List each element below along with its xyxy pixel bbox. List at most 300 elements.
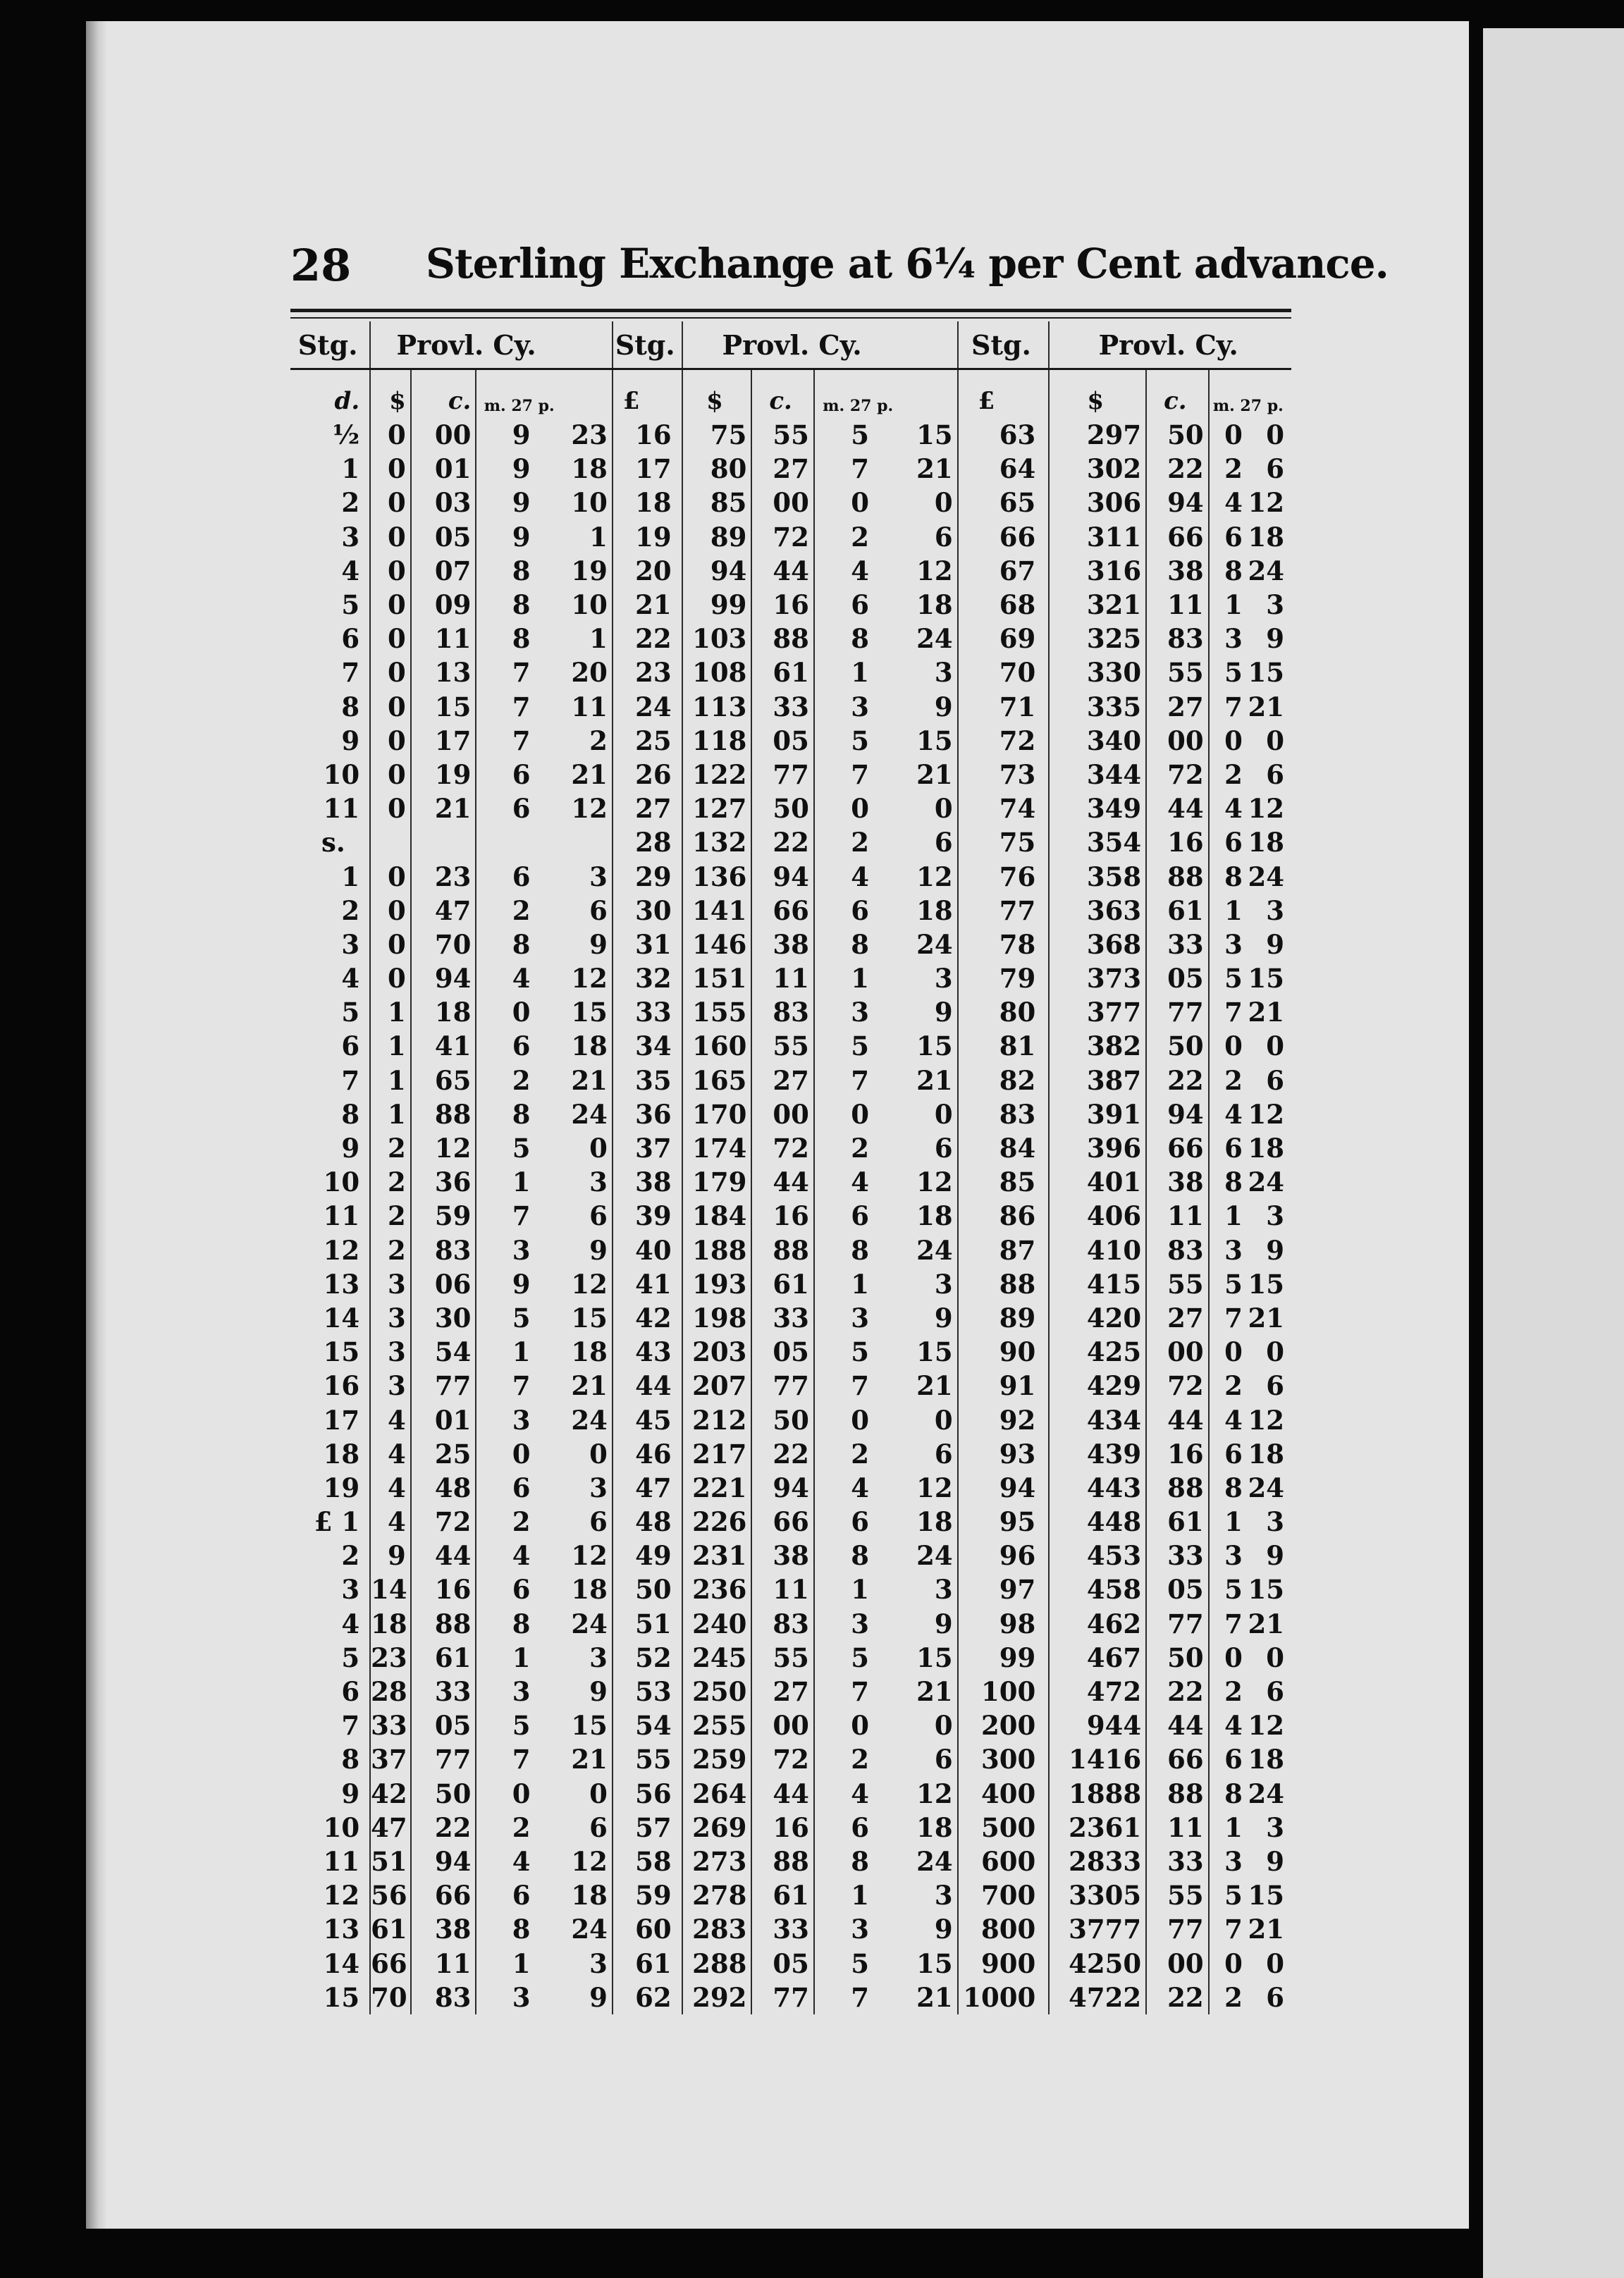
table-row [290, 1878, 1291, 1912]
cell-1-p: 0 [566, 1131, 613, 1165]
cell-3-m: 3 [1224, 1540, 1243, 1572]
cell-2-p: 3 [906, 655, 958, 689]
cell-2-p: 0 [906, 792, 958, 825]
cell-1-cent: 47 [411, 894, 476, 928]
table-row [290, 690, 1291, 724]
cell-3-cent: 88 [1146, 1777, 1208, 1811]
cell-2-stg: 21 [613, 588, 682, 622]
cell-2-m: 8 [851, 1845, 870, 1877]
cell-2-cent: 11 [751, 1572, 813, 1606]
cell-3-dollar: 406 [1049, 1199, 1146, 1233]
cell-2-cent: 83 [751, 995, 813, 1029]
table-row [290, 1946, 1291, 1980]
cell-1-dollar: 42 [370, 1777, 411, 1811]
cell-3-m: 2 [1224, 1981, 1243, 2013]
cell-2-stg: 28 [613, 825, 682, 859]
cell-1-cent: 09 [411, 588, 476, 622]
cell-1-stg: 9 [290, 1777, 370, 1811]
cell-3-m: 2 [1224, 453, 1243, 485]
cell-1-p: 21 [566, 1369, 613, 1403]
cell-2-dollar: 226 [682, 1505, 752, 1539]
cell-3-m: 6 [1224, 1438, 1243, 1470]
cell-2-p: 3 [906, 1572, 958, 1606]
cell-2-cent: 44 [751, 554, 813, 588]
cell-2-dollar: 269 [682, 1811, 752, 1845]
cell-3-cent: 11 [1146, 1811, 1208, 1845]
cell-1-cent: 00 [411, 418, 476, 452]
cell-1-dollar: 14 [370, 1572, 411, 1606]
cell-2-dollar: 118 [682, 724, 752, 758]
exchange-table [290, 321, 1291, 2014]
cell-3-dollar: 344 [1049, 758, 1146, 792]
cell-1-dollar: 0 [370, 894, 411, 928]
cell-1-m: 8 [512, 1914, 531, 1945]
cell-1-stg: 16 [290, 1369, 370, 1403]
cell-3-dollar: 306 [1049, 486, 1146, 519]
table-row [290, 1165, 1291, 1199]
cell-1-m: 1 [512, 1166, 531, 1198]
cell-2-cent: 55 [751, 418, 813, 452]
cell-3-stg: 96 [958, 1539, 1050, 1572]
cell-3-dollar: 1416 [1049, 1742, 1146, 1776]
cell-2-m: 2 [851, 1133, 870, 1164]
cell-2-dollar: 146 [682, 928, 752, 961]
cell-1-m: 8 [512, 1098, 531, 1130]
cell-2-dollar: 217 [682, 1437, 752, 1471]
cell-1-m: 0 [512, 997, 531, 1028]
table-row [290, 1131, 1291, 1165]
cell-2-stg: 54 [613, 1708, 682, 1742]
cell-1-stg: £ 1 [290, 1505, 370, 1539]
cell-1-stg: 8 [290, 1097, 370, 1131]
cell-1-m: 7 [512, 691, 531, 722]
cell-2-dollar: 89 [682, 520, 752, 554]
cell-3-m27p [1209, 1335, 1291, 1369]
table-row [290, 1471, 1291, 1505]
cell-1-p: 20 [566, 655, 613, 689]
cell-2-m: 3 [851, 1608, 870, 1639]
cell-1-cent [411, 825, 476, 859]
cell-3-dollar: 462 [1049, 1607, 1146, 1641]
cell-3-stg: 66 [958, 520, 1050, 554]
cell-2-cent: 22 [751, 825, 813, 859]
cell-3-dollar: 472 [1049, 1675, 1146, 1708]
cell-3-stg: 69 [958, 622, 1050, 655]
cell-3-m: 6 [1224, 521, 1243, 553]
cell-1-stg: 17 [290, 1403, 370, 1436]
cell-3-m: 4 [1224, 1098, 1243, 1130]
cell-3-cent: 50 [1146, 1029, 1208, 1063]
cell-2-cent: 66 [751, 1505, 813, 1539]
cell-2-dollar: 122 [682, 758, 752, 792]
cell-1-m: 2 [512, 1811, 531, 1843]
cell-3-cent: 72 [1146, 1369, 1208, 1403]
cell-1-m: 3 [512, 1404, 531, 1436]
cell-1-p: 10 [566, 486, 613, 519]
cell-1-p: 1 [566, 622, 613, 655]
cell-1-stg: 7 [290, 655, 370, 689]
cell-2-stg: 60 [613, 1912, 682, 1946]
cell-2-cent: 11 [751, 961, 813, 995]
cell-1-p: 0 [566, 1777, 613, 1811]
cell-2-cent: 50 [751, 792, 813, 825]
unit-cent-1: c. [411, 369, 476, 419]
cell-3-stg: 79 [958, 961, 1050, 995]
table-row [290, 1845, 1291, 1878]
cell-3-stg: 78 [958, 928, 1050, 961]
cell-3-dollar: 391 [1049, 1097, 1146, 1131]
cell-1-cent: 72 [411, 1505, 476, 1539]
cell-2-p: 9 [906, 690, 958, 724]
cell-3-dollar: 368 [1049, 928, 1146, 961]
cell-3-p: 9 [1266, 1234, 1284, 1266]
cell-1-dollar: 4 [370, 1437, 411, 1471]
table-row [290, 758, 1291, 792]
cell-1-p: 21 [566, 758, 613, 792]
cell-1-p: 24 [566, 1097, 613, 1131]
cell-2-p: 18 [906, 1199, 958, 1233]
cell-3-p: 12 [1248, 1098, 1284, 1130]
cell-2-cent: 55 [751, 1029, 813, 1063]
cell-1-stg: 12 [290, 1233, 370, 1267]
cell-2-dollar: 108 [682, 655, 752, 689]
cell-2-p: 21 [906, 758, 958, 792]
cell-1-stg: 11 [290, 792, 370, 825]
cell-1-m: 4 [512, 963, 531, 995]
cell-3-dollar: 335 [1049, 690, 1146, 724]
cell-2-stg: 35 [613, 1064, 682, 1097]
cell-2-stg: 31 [613, 928, 682, 961]
cell-1-cent: 65 [411, 1064, 476, 1097]
cell-3-p: 12 [1248, 1404, 1284, 1436]
cell-2-m: 2 [851, 521, 870, 553]
cell-1-p: 11 [566, 690, 613, 724]
cell-1-cent: 77 [411, 1369, 476, 1403]
cell-1-dollar: 3 [370, 1335, 411, 1369]
cell-1-m: 1 [512, 1336, 531, 1368]
cell-2-p: 24 [906, 622, 958, 655]
cell-2-cent: 44 [751, 1777, 813, 1811]
cell-1-cent: 94 [411, 961, 476, 995]
cell-2-m: 4 [851, 1166, 870, 1198]
cell-2-cent: 16 [751, 1199, 813, 1233]
cell-2-cent: 00 [751, 1708, 813, 1742]
cell-3-cent: 83 [1146, 622, 1208, 655]
cell-2-stg: 43 [613, 1335, 682, 1369]
cell-3-p: 0 [1266, 1030, 1284, 1062]
cell-3-p: 24 [1248, 555, 1284, 586]
cell-1-dollar: 0 [370, 724, 411, 758]
cell-3-dollar: 2361 [1049, 1811, 1146, 1845]
cell-1-m: 1 [512, 1642, 531, 1673]
cell-3-dollar: 410 [1049, 1233, 1146, 1267]
table-row [290, 961, 1291, 995]
cell-1-p: 19 [566, 554, 613, 588]
cell-3-cent: 50 [1146, 1641, 1208, 1675]
facing-page-edge [1483, 28, 1624, 2278]
cell-3-cent: 77 [1146, 1912, 1208, 1946]
cell-3-cent: 72 [1146, 758, 1208, 792]
cell-1-m: 6 [512, 1880, 531, 1911]
cell-3-p: 6 [1266, 1676, 1284, 1708]
table-row [290, 1064, 1291, 1097]
cell-3-stg: 92 [958, 1403, 1050, 1436]
cell-2-cent: 61 [751, 1267, 813, 1301]
cell-3-dollar: 373 [1049, 961, 1146, 995]
cell-2-dollar: 292 [682, 1981, 752, 2014]
cell-3-m: 8 [1224, 1166, 1243, 1198]
cell-1-m: 8 [512, 589, 531, 621]
cell-3-dollar: 297 [1049, 418, 1146, 452]
table-row [290, 792, 1291, 825]
cell-2-m: 8 [851, 1540, 870, 1572]
cell-1-m: 9 [512, 521, 531, 553]
cell-1-cent: 88 [411, 1607, 476, 1641]
unit-gap-1 [566, 369, 613, 419]
table-row [290, 1981, 1291, 2014]
table-row [290, 1742, 1291, 1776]
cell-3-stg: 98 [958, 1607, 1050, 1641]
cell-2-cent: 88 [751, 1845, 813, 1878]
cell-1-stg: 9 [290, 1131, 370, 1165]
table-row [290, 1199, 1291, 1233]
table-row [290, 1708, 1291, 1742]
unit-pound-2: £ [613, 369, 682, 419]
table-row [290, 1607, 1291, 1641]
cell-1-cent: 36 [411, 1165, 476, 1199]
cell-2-dollar: 85 [682, 486, 752, 519]
cell-1-cent: 15 [411, 690, 476, 724]
cell-3-m27p [1209, 1572, 1291, 1606]
cell-3-dollar: 340 [1049, 724, 1146, 758]
cell-2-dollar: 127 [682, 792, 752, 825]
cell-2-cent: 83 [751, 1607, 813, 1641]
cell-3-m27p [1209, 1233, 1291, 1267]
cell-1-stg: 14 [290, 1301, 370, 1335]
cell-1-cent: 11 [411, 1946, 476, 1980]
cell-2-stg: 16 [613, 418, 682, 452]
table-row [290, 1539, 1291, 1572]
unit-dollar-3: $ [1049, 369, 1146, 419]
cell-3-m27p [1209, 1607, 1291, 1641]
cell-2-p: 0 [906, 1708, 958, 1742]
cell-1-cent: 06 [411, 1267, 476, 1301]
cell-1-p: 6 [566, 1811, 613, 1845]
cell-1-dollar: 1 [370, 1029, 411, 1063]
cell-2-dollar: 160 [682, 1029, 752, 1063]
cell-1-p: 23 [566, 418, 613, 452]
cell-3-cent: 05 [1146, 961, 1208, 995]
cell-3-dollar: 434 [1049, 1403, 1146, 1436]
cell-1-cent: 70 [411, 928, 476, 961]
cell-1-dollar: 0 [370, 859, 411, 893]
cell-3-m: 4 [1224, 1710, 1243, 1742]
cell-3-p: 6 [1266, 1370, 1284, 1402]
cell-3-m27p [1209, 1131, 1291, 1165]
cell-2-m: 6 [851, 589, 870, 621]
cell-3-p: 9 [1266, 623, 1284, 655]
cell-1-cent: 16 [411, 1572, 476, 1606]
cell-3-cent: 33 [1146, 1845, 1208, 1878]
cell-3-p: 6 [1266, 1064, 1284, 1096]
cell-2-dollar: 174 [682, 1131, 752, 1165]
cell-3-cent: 33 [1146, 1539, 1208, 1572]
table-row [290, 1437, 1291, 1471]
cell-1-cent: 17 [411, 724, 476, 758]
cell-3-dollar: 363 [1049, 894, 1146, 928]
cell-3-cent: 00 [1146, 1335, 1208, 1369]
unit-gap-2 [906, 369, 958, 419]
cell-1-m [476, 825, 566, 859]
cell-1-m: 0 [512, 1778, 531, 1809]
cell-2-stg: 47 [613, 1471, 682, 1505]
cell-2-m: 5 [851, 1336, 870, 1368]
cell-3-cent: 38 [1146, 1165, 1208, 1199]
cell-3-m: 4 [1224, 1404, 1243, 1436]
cell-1-p: 24 [566, 1912, 613, 1946]
cell-3-cent: 44 [1146, 1403, 1208, 1436]
cell-1-cent: 44 [411, 1539, 476, 1572]
cell-3-m27p [1209, 486, 1291, 519]
cell-2-p: 12 [906, 859, 958, 893]
cell-2-m: 7 [851, 1676, 870, 1708]
table-row [290, 1572, 1291, 1606]
cell-1-stg: 4 [290, 554, 370, 588]
cell-1-stg: 1 [290, 452, 370, 486]
cell-2-m: 1 [851, 1574, 870, 1606]
cell-3-m27p [1209, 1267, 1291, 1301]
cell-1-cent: 66 [411, 1878, 476, 1912]
cell-3-dollar: 311 [1049, 520, 1146, 554]
cell-2-p: 12 [906, 554, 958, 588]
cell-3-m: 4 [1224, 793, 1243, 825]
cell-2-stg: 39 [613, 1199, 682, 1233]
cell-1-dollar: 0 [370, 486, 411, 519]
cell-1-p: 15 [566, 1708, 613, 1742]
cell-2-cent: 16 [751, 588, 813, 622]
cell-2-m: 7 [851, 1981, 870, 2013]
cell-3-m27p [1209, 825, 1291, 859]
cell-2-stg: 22 [613, 622, 682, 655]
cell-2-p: 0 [906, 1403, 958, 1436]
cell-1-cent: 23 [411, 859, 476, 893]
cell-2-stg: 41 [613, 1267, 682, 1301]
cell-1-stg: 3 [290, 928, 370, 961]
cell-2-m: 0 [851, 793, 870, 825]
cell-3-m27p [1209, 1369, 1291, 1403]
cell-3-dollar: 425 [1049, 1335, 1146, 1369]
cell-2-m: 8 [851, 623, 870, 655]
cell-1-dollar: 0 [370, 758, 411, 792]
cell-1-cent: 38 [411, 1912, 476, 1946]
cell-2-p: 18 [906, 588, 958, 622]
cell-2-stg: 62 [613, 1981, 682, 2014]
cell-3-m27p [1209, 961, 1291, 995]
cell-1-p: 0 [566, 1437, 613, 1471]
page-title: Sterling Exchange at 6¼ per Cent advance. [426, 240, 1389, 288]
cell-1-stg: 15 [290, 1981, 370, 2014]
cell-2-m: 1 [851, 963, 870, 995]
cell-1-cent: 59 [411, 1199, 476, 1233]
cell-3-cent: 27 [1146, 1301, 1208, 1335]
cell-3-m27p [1209, 1946, 1291, 1980]
cell-2-m: 1 [851, 1268, 870, 1300]
cell-1-m: 0 [512, 1438, 531, 1470]
cell-1-dollar: 0 [370, 520, 411, 554]
cell-3-cent: 66 [1146, 1131, 1208, 1165]
cell-3-stg: 99 [958, 1641, 1050, 1675]
unit-cent-2: c. [751, 369, 813, 419]
cell-2-dollar: 273 [682, 1845, 752, 1878]
cell-2-cent: 00 [751, 486, 813, 519]
cell-2-m: 3 [851, 1914, 870, 1945]
cell-3-stg: 88 [958, 1267, 1050, 1301]
cell-2-cent: 33 [751, 690, 813, 724]
cell-3-stg: 700 [958, 1878, 1050, 1912]
cell-1-cent: 83 [411, 1233, 476, 1267]
cell-2-cent: 22 [751, 1437, 813, 1471]
cell-3-stg: 84 [958, 1131, 1050, 1165]
cell-2-stg: 26 [613, 758, 682, 792]
page-gutter [86, 21, 107, 2229]
cell-2-dollar: 99 [682, 588, 752, 622]
cell-2-stg: 46 [613, 1437, 682, 1471]
cell-3-cent: 94 [1146, 486, 1208, 519]
cell-1-p: 9 [566, 1233, 613, 1267]
cell-3-dollar: 321 [1049, 588, 1146, 622]
cell-2-cent: 72 [751, 520, 813, 554]
page-header [290, 240, 1389, 303]
cell-2-dollar: 94 [682, 554, 752, 588]
cell-3-m27p [1209, 690, 1291, 724]
cell-3-dollar: 387 [1049, 1064, 1146, 1097]
cell-1-p: 2 [566, 724, 613, 758]
cell-2-p: 24 [906, 928, 958, 961]
cell-3-p: 21 [1248, 997, 1284, 1028]
cell-3-stg: 500 [958, 1811, 1050, 1845]
cell-2-dollar: 184 [682, 1199, 752, 1233]
cell-3-m27p [1209, 1708, 1291, 1742]
cell-3-p: 3 [1266, 1811, 1284, 1843]
cell-2-cent: 61 [751, 655, 813, 689]
cell-3-cent: 44 [1146, 1708, 1208, 1742]
cell-3-cent: 11 [1146, 588, 1208, 622]
cell-3-p: 15 [1248, 657, 1284, 689]
cell-3-stg: 73 [958, 758, 1050, 792]
cell-3-p: 21 [1248, 1914, 1284, 1945]
cell-3-stg: 63 [958, 418, 1050, 452]
cell-1-cent: 22 [411, 1811, 476, 1845]
cell-3-cent: 22 [1146, 1981, 1208, 2014]
cell-3-m27p [1209, 1029, 1291, 1063]
cell-3-m: 0 [1224, 419, 1243, 451]
cell-2-p: 6 [906, 825, 958, 859]
cell-3-cent: 77 [1146, 995, 1208, 1029]
cell-2-p: 15 [906, 1641, 958, 1675]
cell-3-m27p [1209, 792, 1291, 825]
cell-1-stg: 7 [290, 1708, 370, 1742]
cell-3-m: 5 [1224, 963, 1243, 995]
cell-2-m: 7 [851, 1370, 870, 1402]
cell-3-m: 1 [1224, 1200, 1243, 1232]
cell-2-dollar: 236 [682, 1572, 752, 1606]
cell-2-dollar: 240 [682, 1607, 752, 1641]
cell-3-stg: 89 [958, 1301, 1050, 1335]
cell-1-m: 6 [512, 758, 531, 790]
cell-1-dollar: 2 [370, 1165, 411, 1199]
cell-3-p: 12 [1248, 1710, 1284, 1742]
table-row [290, 655, 1291, 689]
